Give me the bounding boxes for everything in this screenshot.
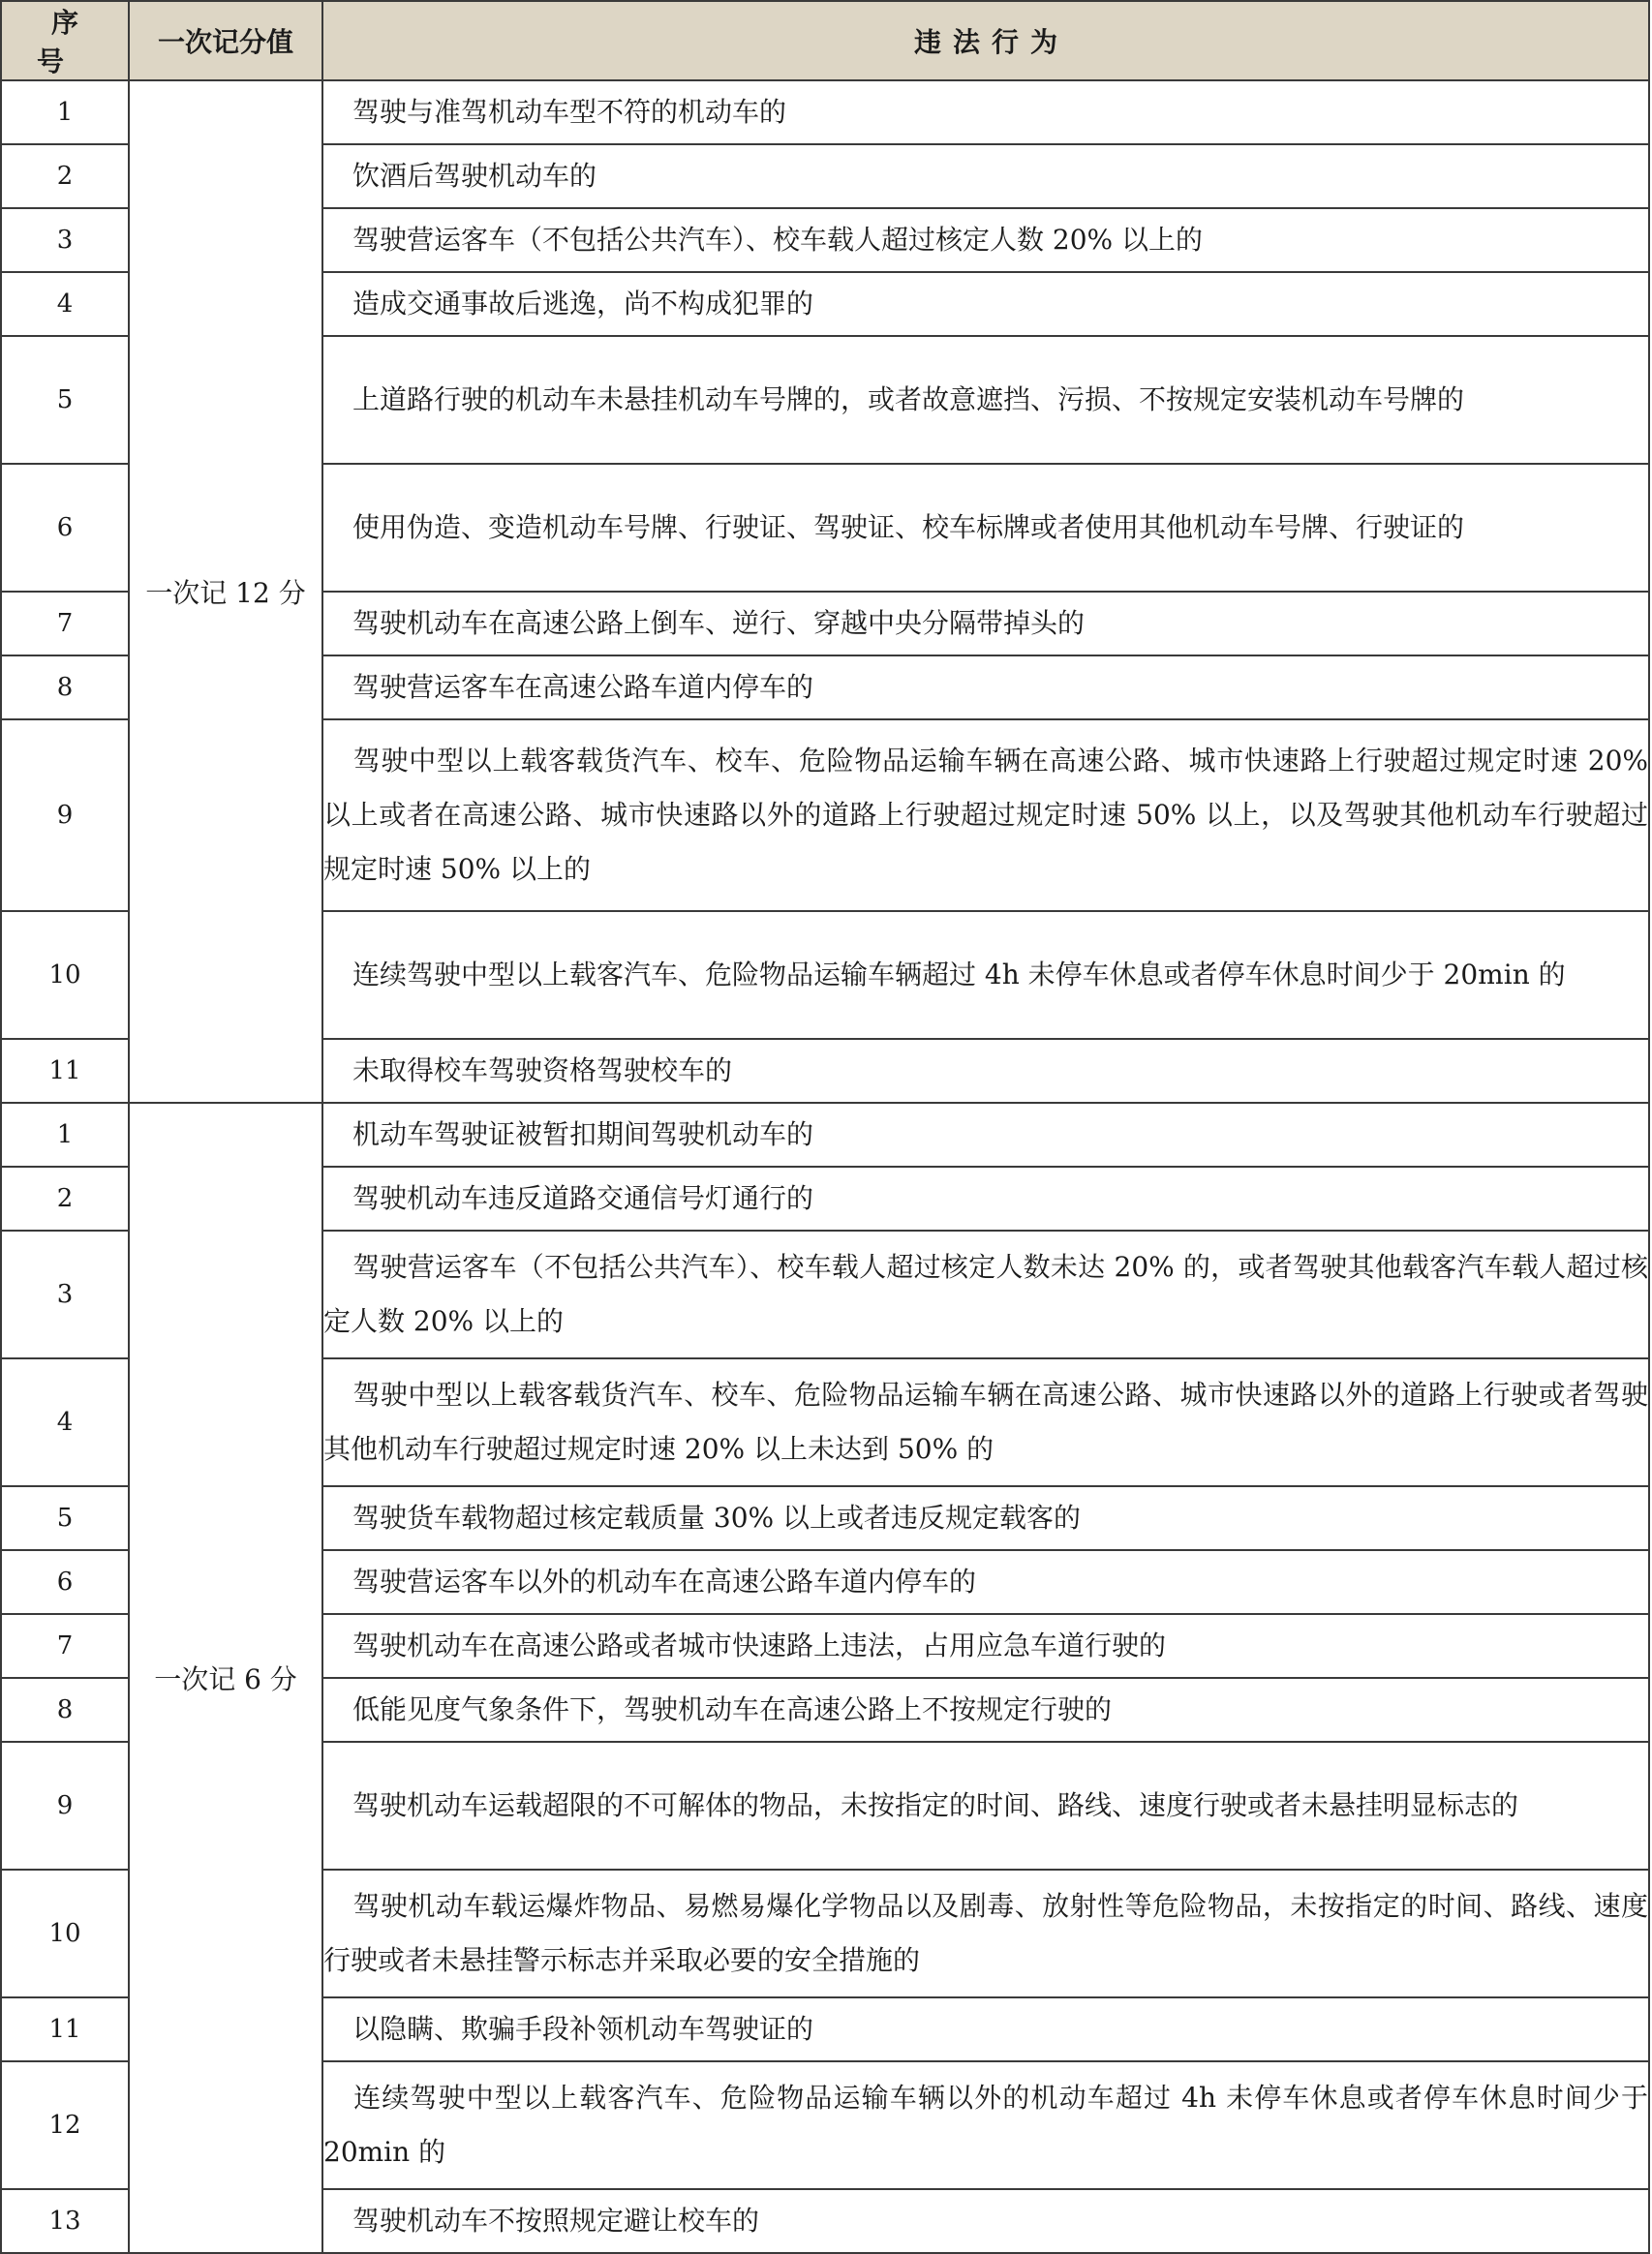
violation-text: 驾驶货车载物超过核定载质量 30% 以上或者违反规定载客的 (352, 1502, 1082, 1534)
serial-number-cell: 13 (1, 2189, 129, 2253)
violation-cell (322, 655, 1649, 719)
serial-number-cell: 8 (1, 1678, 129, 1742)
violation-text: 饮酒后驾驶机动车的 (352, 160, 597, 192)
table-body (1, 80, 1649, 2253)
violation-cell (322, 1231, 1649, 1358)
serial-number-cell: 6 (1, 1550, 129, 1614)
serial-number-cell: 3 (1, 208, 129, 272)
serial-number-cell: 1 (1, 1103, 129, 1167)
violation-cell (322, 1614, 1649, 1678)
violation-cell (322, 2061, 1649, 2189)
violation-text: 驾驶机动车载运爆炸物品、易燃易爆化学物品以及剧毒、放射性等危险物品，未按指定的时间、路线、速度行驶或者未悬挂警示标志并采取必要的安全措施的 (323, 1890, 1648, 1976)
violation-cell (322, 592, 1649, 655)
serial-number-cell: 10 (1, 911, 129, 1039)
header-points-value: 一次记分值 (129, 1, 322, 80)
violation-cell (322, 1358, 1649, 1486)
violation-cell (322, 1103, 1649, 1167)
serial-number-cell: 9 (1, 1742, 129, 1870)
serial-number-cell: 10 (1, 1870, 129, 1997)
table-row (1, 1103, 1649, 1167)
serial-number-cell: 7 (1, 1614, 129, 1678)
header-row (1, 1, 1649, 80)
violation-text: 驾驶与准驾机动车型不符的机动车的 (352, 96, 787, 128)
violation-text: 驾驶营运客车以外的机动车在高速公路车道内停车的 (352, 1566, 977, 1598)
violation-text: 驾驶营运客车（不包括公共汽车）、校车载人超过核定人数 20% 以上的 (352, 224, 1204, 256)
violation-cell (322, 144, 1649, 208)
violation-text: 造成交通事故后逃逸，尚不构成犯罪的 (352, 288, 814, 320)
serial-number-cell: 5 (1, 336, 129, 464)
violation-text: 驾驶营运客车在高速公路车道内停车的 (352, 671, 814, 703)
violation-text: 机动车驾驶证被暂扣期间驾驶机动车的 (352, 1118, 814, 1150)
violation-cell (322, 1167, 1649, 1231)
serial-number-cell: 11 (1, 1039, 129, 1103)
violation-cell (322, 1678, 1649, 1742)
violation-text: 驾驶机动车在高速公路或者城市快速路上违法，占用应急车道行驶的 (352, 1630, 1167, 1661)
violation-cell (322, 911, 1649, 1039)
serial-number-cell: 11 (1, 1997, 129, 2061)
serial-number-cell: 6 (1, 464, 129, 592)
violation-cell (322, 719, 1649, 911)
violation-text: 使用伪造、变造机动车号牌、行驶证、驾驶证、校车标牌或者使用其他机动车号牌、行驶证的 (352, 511, 1465, 543)
serial-number-cell: 1 (1, 80, 129, 144)
violation-cell (322, 1870, 1649, 1997)
violation-cell (322, 1486, 1649, 1550)
violation-cell (322, 1039, 1649, 1103)
serial-number-cell: 2 (1, 144, 129, 208)
violation-cell (322, 2189, 1649, 2253)
serial-number-cell: 7 (1, 592, 129, 655)
violation-cell (322, 1550, 1649, 1614)
violation-text: 低能见度气象条件下，驾驶机动车在高速公路上不按规定行驶的 (352, 1693, 1113, 1725)
violation-text: 驾驶营运客车（不包括公共汽车）、校车载人超过核定人数未达 20% 的，或者驾驶其他载客汽车载人超过核定人数 20% 以上的 (323, 1251, 1648, 1337)
header-serial-number: 序 号 (1, 1, 129, 80)
violation-cell (322, 272, 1649, 336)
serial-number-cell: 4 (1, 272, 129, 336)
table-row (1, 80, 1649, 144)
violation-cell (322, 464, 1649, 592)
violation-text: 驾驶中型以上载客载货汽车、校车、危险物品运输车辆在高速公路、城市快速路以外的道路上行驶或者驾驶其他机动车行驶超过规定时速 20% 以上未达到 50% 的 (323, 1379, 1648, 1465)
violation-text: 以隐瞒、欺骗手段补领机动车驾驶证的 (352, 2013, 814, 2045)
serial-number-cell: 5 (1, 1486, 129, 1550)
violation-text: 驾驶机动车运载超限的不可解体的物品，未按指定的时间、路线、速度行驶或者未悬挂明显标志的 (352, 1789, 1519, 1821)
violation-cell (322, 336, 1649, 464)
header-violation: 违法行为 (322, 1, 1649, 80)
serial-number-cell: 4 (1, 1358, 129, 1486)
violation-text: 连续驾驶中型以上载客汽车、危险物品运输车辆以外的机动车超过 4h 未停车休息或者停车休息时间少于 20min 的 (323, 2082, 1648, 2168)
points-value-cell: 一次记 6 分 (129, 1103, 322, 2253)
violation-text: 驾驶机动车不按照规定避让校车的 (352, 2205, 760, 2237)
violation-text: 未取得校车驾驶资格驾驶校车的 (352, 1054, 733, 1086)
serial-number-cell: 8 (1, 655, 129, 719)
violation-cell (322, 1997, 1649, 2061)
serial-number-cell: 9 (1, 719, 129, 911)
violation-text: 驾驶中型以上载客载货汽车、校车、危险物品运输车辆在高速公路、城市快速路上行驶超过规定时速 20% 以上或者在高速公路、城市快速路以外的道路上行驶超过规定时速 50% 以上，以及驾驶其他机动车行驶超过规定时速 50% 以上的 (323, 745, 1648, 885)
serial-number-cell: 12 (1, 2061, 129, 2189)
violation-text: 上道路行驶的机动车未悬挂机动车号牌的，或者故意遮挡、污损、不按规定安装机动车号牌的 (352, 383, 1465, 415)
violation-cell (322, 80, 1649, 144)
violation-cell (322, 1742, 1649, 1870)
violation-text: 驾驶机动车违反道路交通信号灯通行的 (352, 1182, 814, 1214)
serial-number-cell: 3 (1, 1231, 129, 1358)
violation-text: 驾驶机动车在高速公路上倒车、逆行、穿越中央分隔带掉头的 (352, 607, 1086, 639)
violation-cell (322, 208, 1649, 272)
serial-number-cell: 2 (1, 1167, 129, 1231)
violation-text: 连续驾驶中型以上载客汽车、危险物品运输车辆超过 4h 未停车休息或者停车休息时间少于 20min 的 (352, 959, 1566, 990)
points-value-cell: 一次记 12 分 (129, 80, 322, 1103)
